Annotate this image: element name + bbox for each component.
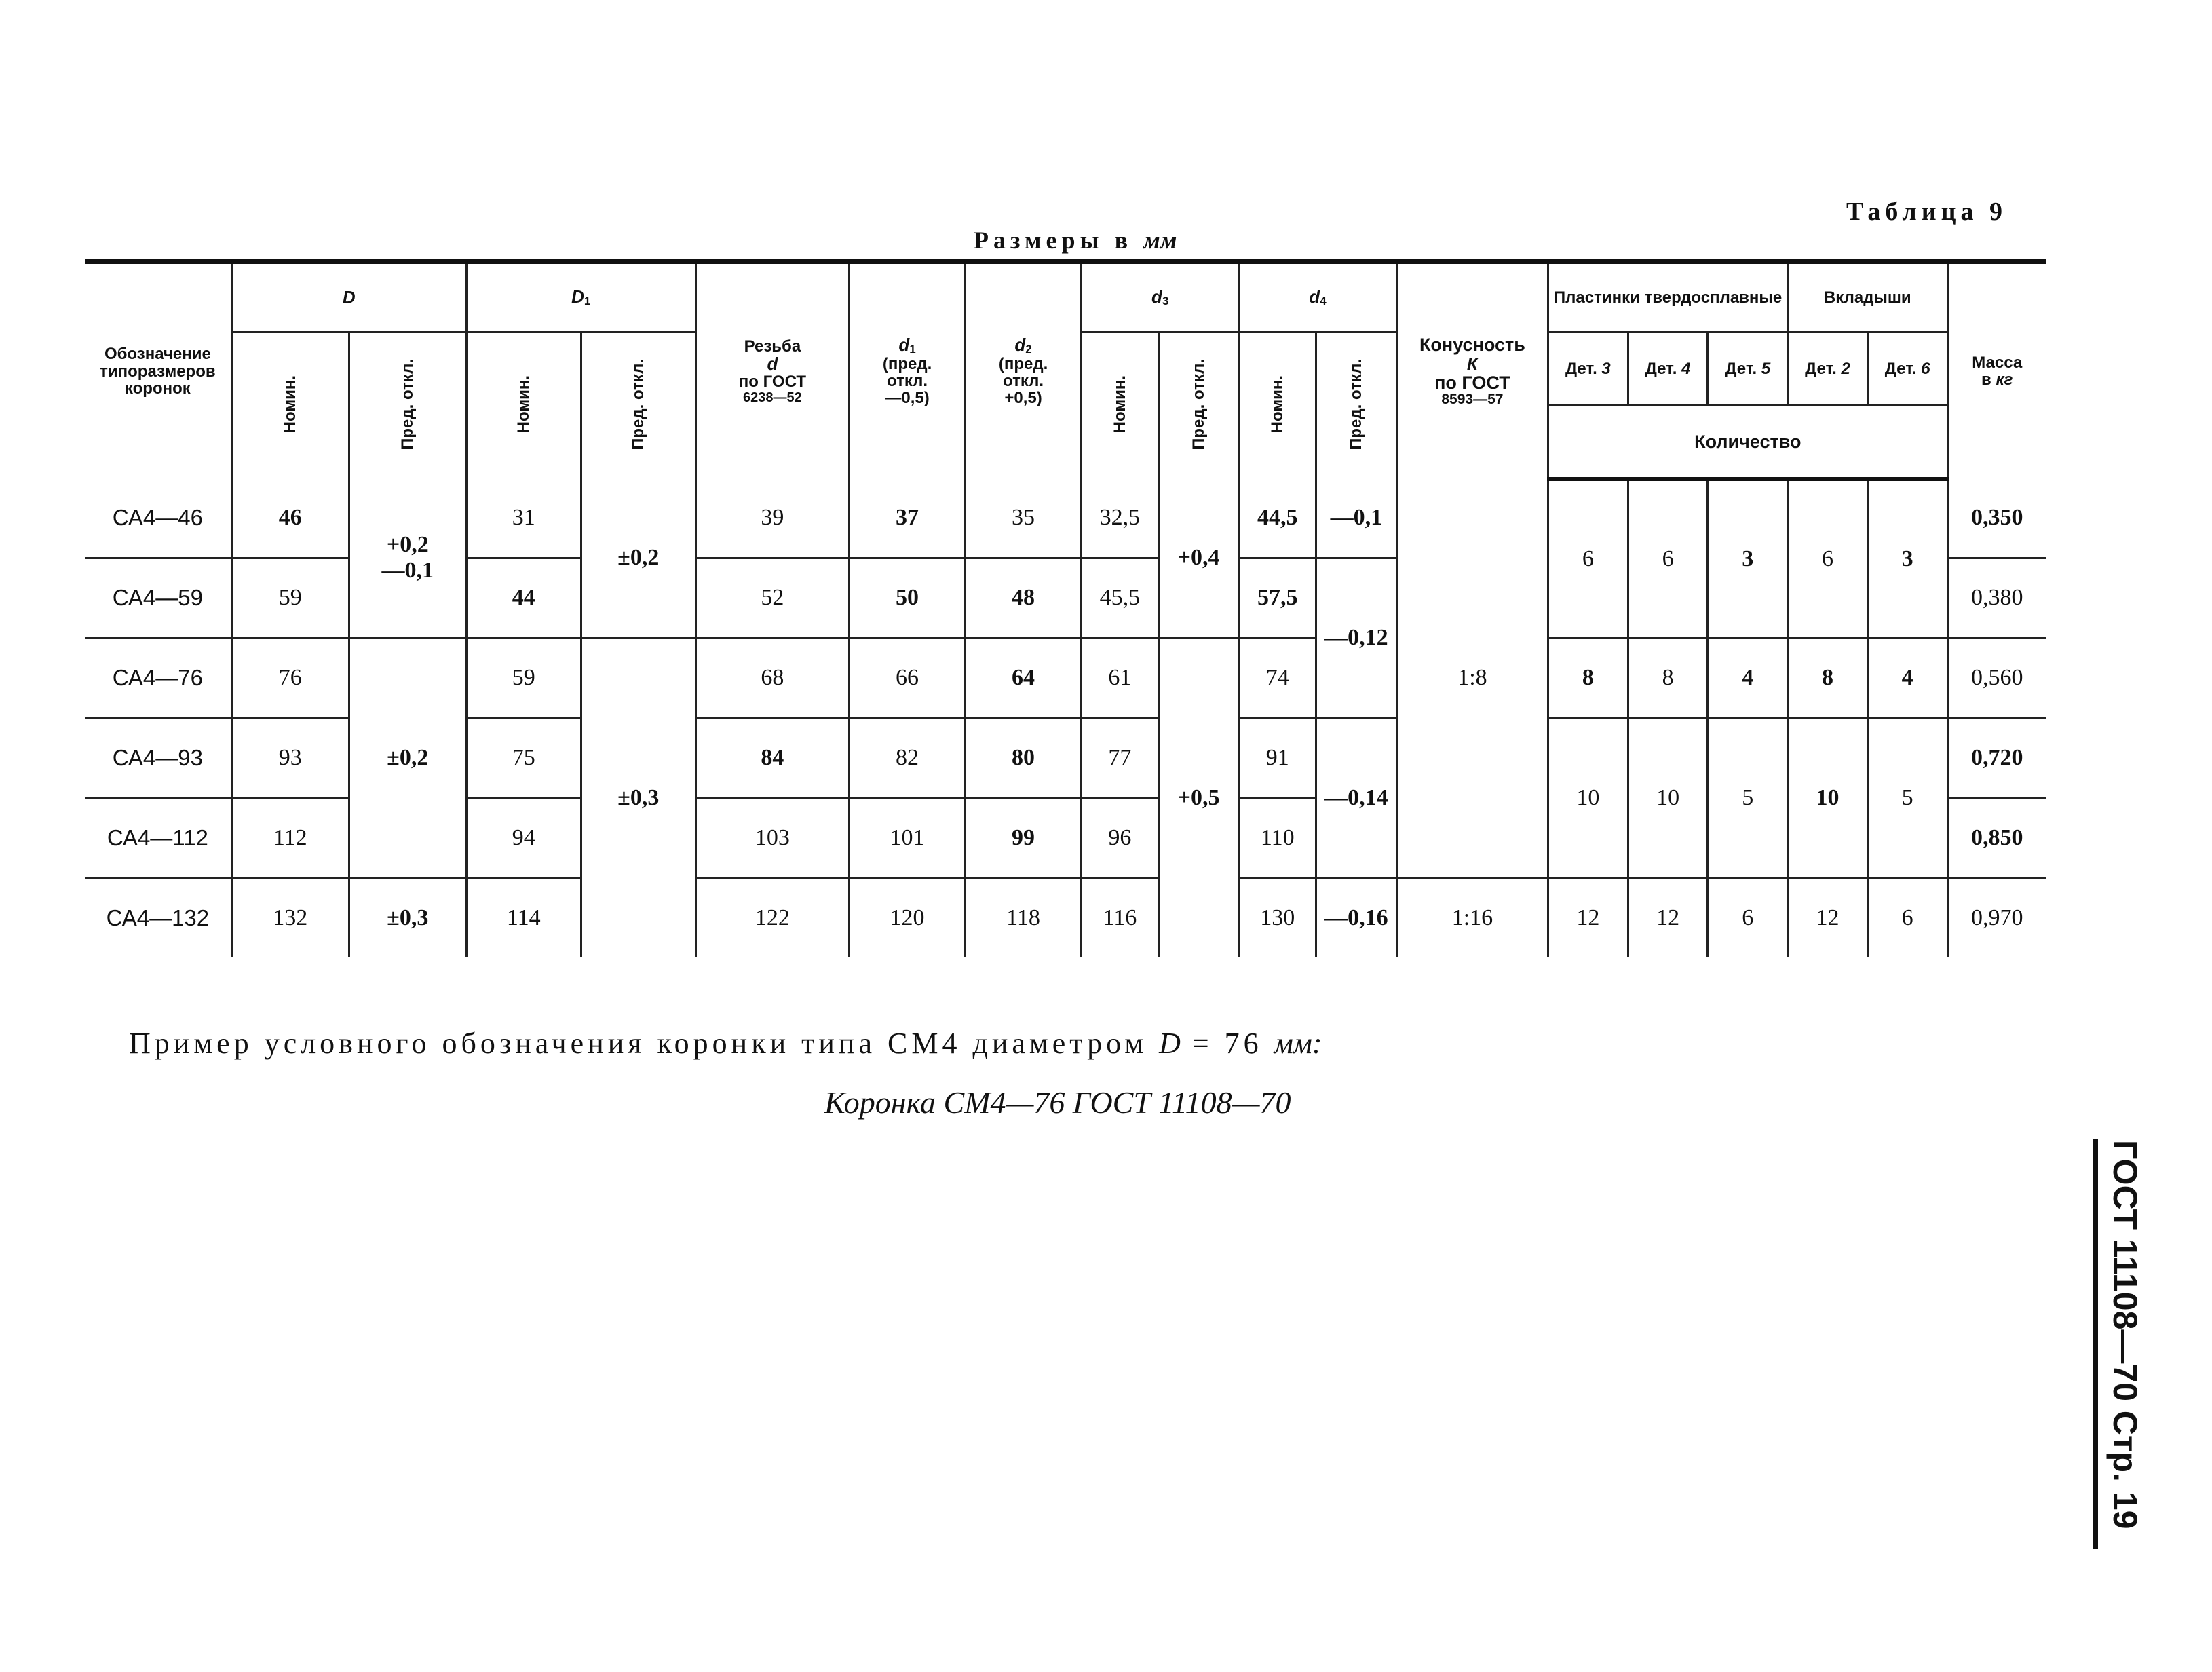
cell-mass: 0,380 (1947, 558, 2046, 638)
cell-q-det6: 6 (1867, 878, 1947, 957)
cell-D: 59 (231, 558, 349, 638)
header-det3: Дет. 3 (1548, 332, 1628, 406)
cell-D-tol: +0,2 —0,1 (349, 479, 466, 639)
header-designation: Обозначение типоразмеров коронок (85, 262, 231, 479)
side-stamp-text: ГОСТ 11108—70 Стр. 19 (2106, 1140, 2144, 1530)
cell-d3: 32,5 (1082, 479, 1159, 558)
cell-d4-tol: —0,1 (1316, 479, 1397, 558)
cell-d2: 35 (966, 479, 1082, 558)
cell-thread: 122 (695, 878, 849, 957)
cell-taper: 1:16 (1396, 878, 1548, 957)
cell-thread: 39 (695, 479, 849, 558)
units-label (974, 226, 1177, 254)
table-label: Таблица 9 (1846, 197, 2007, 226)
cell-name: СА4—112 (85, 798, 231, 878)
cell-mass: 0,850 (1947, 798, 2046, 878)
header-d3-tol: Пред. откл. (1158, 332, 1239, 479)
cell-d3-tol: +0,4 (1158, 479, 1239, 639)
header-D1-tol: Пред. откл. (581, 332, 695, 479)
cell-q-det5: 6 (1708, 878, 1788, 957)
cell-d4: 57,5 (1239, 558, 1316, 638)
cell-d2: 99 (966, 798, 1082, 878)
example-code: Коронка СМ4—76 ГОСТ 11108—70 (824, 1085, 1291, 1120)
designation-example (129, 1026, 1322, 1061)
cell-thread: 103 (695, 798, 849, 878)
example-unit: мм: (1274, 1027, 1322, 1060)
header-plates: Пластинки твердосплавные (1548, 262, 1788, 332)
cell-d1: 37 (850, 479, 966, 558)
cell-d3: 116 (1082, 878, 1159, 957)
cell-D-tol: ±0,3 (349, 878, 466, 957)
header-D-tol: Пред. откл. (349, 332, 466, 479)
side-stamp-rule (2093, 1139, 2098, 1549)
side-stamp (2093, 1126, 2175, 1561)
header-d4-tol: Пред. откл. (1316, 332, 1397, 479)
cell-name: СА4—59 (85, 558, 231, 638)
cell-d2: 64 (966, 638, 1082, 718)
cell-d4: 91 (1239, 718, 1316, 798)
cell-name: СА4—76 (85, 638, 231, 718)
header-d4-nom: Номин. (1239, 332, 1316, 479)
cell-d4: 130 (1239, 878, 1316, 957)
cell-q-det3: 8 (1548, 638, 1628, 718)
cell-thread: 52 (695, 558, 849, 638)
cell-d3: 77 (1082, 718, 1159, 798)
cell-taper: 1:8 (1396, 479, 1548, 879)
cell-d3: 45,5 (1082, 558, 1159, 638)
cell-q-det6: 5 (1867, 718, 1947, 878)
cell-q-det3: 10 (1548, 718, 1628, 878)
cell-q-det2: 8 (1788, 638, 1868, 718)
cell-d4-tol: —0,12 (1316, 558, 1397, 718)
cell-D: 93 (231, 718, 349, 798)
cell-q-det5: 4 (1708, 638, 1788, 718)
cell-d4: 110 (1239, 798, 1316, 878)
cell-q-det4: 6 (1628, 479, 1708, 639)
cell-q-det4: 12 (1628, 878, 1708, 957)
cell-d1: 66 (850, 638, 966, 718)
cell-d2: 118 (966, 878, 1082, 957)
header-quantity: Количество (1548, 406, 1947, 479)
cell-mass: 0,560 (1947, 638, 2046, 718)
cell-q-det2: 6 (1788, 479, 1868, 639)
header-inserts: Вкладыши (1788, 262, 1947, 332)
cell-d3: 96 (1082, 798, 1159, 878)
header-det5: Дет. 5 (1708, 332, 1788, 406)
cell-D: 132 (231, 878, 349, 957)
cell-thread: 68 (695, 638, 849, 718)
header-mass: Масса в кг (1947, 262, 2046, 479)
cell-q-det4: 8 (1628, 638, 1708, 718)
header-d3-nom: Номин. (1082, 332, 1159, 479)
header-D-nom: Номин. (231, 332, 349, 479)
cell-D1: 44 (466, 558, 581, 638)
cell-q-det5: 3 (1708, 479, 1788, 639)
example-eq: = 76 (1191, 1027, 1263, 1060)
example-text: Пример условного обозначения коронки типа СМ4 диаметром (129, 1027, 1148, 1060)
cell-d4: 74 (1239, 638, 1316, 718)
cell-D1: 94 (466, 798, 581, 878)
cell-thread: 84 (695, 718, 849, 798)
cell-q-det3: 6 (1548, 479, 1628, 639)
header-thread: Резьба d по ГОСТ 6238—52 (695, 262, 849, 479)
units-prefix: Размеры в (974, 227, 1133, 254)
cell-D1: 59 (466, 638, 581, 718)
header-d2: d2 (пред. откл. +0,5) (966, 262, 1082, 479)
cell-mass: 0,720 (1947, 718, 2046, 798)
header-D: D (231, 262, 466, 332)
cell-D1: 75 (466, 718, 581, 798)
cell-mass: 0,350 (1947, 479, 2046, 558)
header-D1-nom: Номин. (466, 332, 581, 479)
cell-q-det6: 4 (1867, 638, 1947, 718)
header-det6: Дет. 6 (1867, 332, 1947, 406)
cell-D-tol: ±0,2 (349, 638, 466, 878)
header-d4: d4 (1239, 262, 1396, 332)
cell-D: 76 (231, 638, 349, 718)
units-unit: мм (1143, 227, 1177, 254)
cell-D1: 31 (466, 479, 581, 558)
cell-q-det3: 12 (1548, 878, 1628, 957)
cell-D1-tol: ±0,2 (581, 479, 695, 639)
header-det4: Дет. 4 (1628, 332, 1708, 406)
header-D1: D1 (466, 262, 695, 332)
cell-q-det5: 5 (1708, 718, 1788, 878)
cell-D: 46 (231, 479, 349, 558)
cell-D1: 114 (466, 878, 581, 957)
cell-q-det6: 3 (1867, 479, 1947, 639)
cell-d4-tol: —0,14 (1316, 718, 1397, 878)
cell-d2: 80 (966, 718, 1082, 798)
header-d3: d3 (1082, 262, 1239, 332)
example-var: D (1159, 1027, 1181, 1060)
cell-mass: 0,970 (1947, 878, 2046, 957)
cell-d3-tol: +0,5 (1158, 638, 1239, 957)
cell-q-det2: 12 (1788, 878, 1868, 957)
cell-d2: 48 (966, 558, 1082, 638)
header-taper: Конусность К по ГОСТ 8593—57 (1396, 262, 1548, 479)
header-det2: Дет. 2 (1788, 332, 1868, 406)
cell-q-det2: 10 (1788, 718, 1868, 878)
dimensions-table (85, 259, 2046, 957)
cell-d1: 120 (850, 878, 966, 957)
cell-d1: 82 (850, 718, 966, 798)
cell-D: 112 (231, 798, 349, 878)
cell-d4-tol: —0,16 (1316, 878, 1397, 957)
cell-D1-tol: ±0,3 (581, 638, 695, 957)
cell-d1: 50 (850, 558, 966, 638)
cell-q-det4: 10 (1628, 718, 1708, 878)
cell-name: СА4—46 (85, 479, 231, 558)
header-d1: d1 (пред. откл. —0,5) (850, 262, 966, 479)
cell-name: СА4—132 (85, 878, 231, 957)
cell-d3: 61 (1082, 638, 1159, 718)
cell-d4: 44,5 (1239, 479, 1316, 558)
cell-d1: 101 (850, 798, 966, 878)
cell-name: СА4—93 (85, 718, 231, 798)
